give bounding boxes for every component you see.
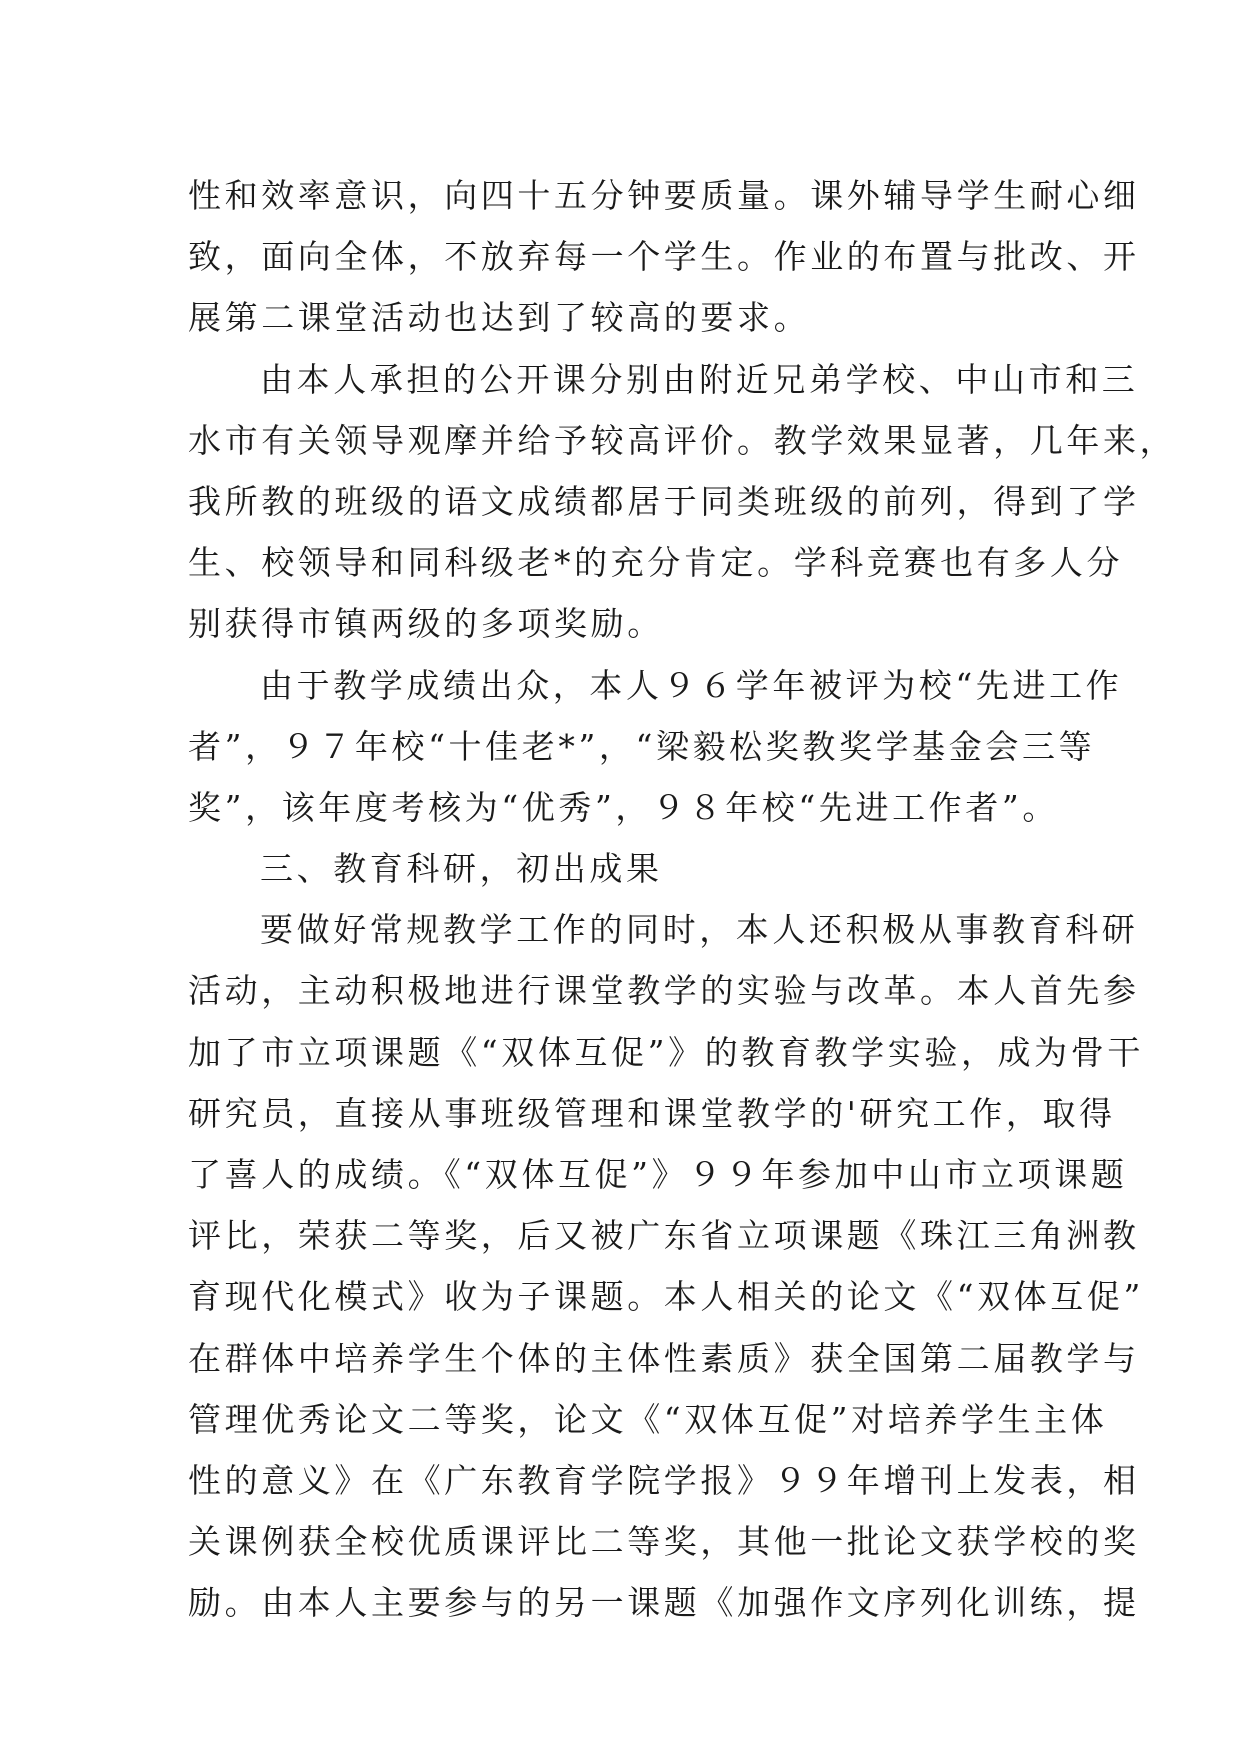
paragraph-start-line: 由于教学成绩出众，本人９６学年被评为校“先进工作 [260, 665, 1123, 705]
section-heading: 三、教育科研，初出成果 [260, 849, 663, 889]
document-body [188, 165, 1177, 1634]
text-line: 研究员，直接从事班级管理和课堂教学的'研究工作，取得 [188, 1093, 1116, 1133]
text-line: 别获得市镇两级的多项奖励。 [188, 604, 664, 644]
paragraph-start-line: 要做好常规教学工作的同时，本人还积极从事教育科研 [260, 910, 1139, 950]
text-line: 在群体中培养学生个体的主体性素质》获全国第二届教学与 [188, 1338, 1140, 1378]
text-line: 关课例获全校优质课评比二等奖，其他一批论文获学校的奖 [188, 1522, 1140, 1562]
text-line: 水市有关领导观摩并给予较高评价。教学效果显著，几年来， [188, 420, 1177, 460]
text-line: 了喜人的成绩。《“双体互促”》９９年参加中山市立项课题 [188, 1155, 1128, 1194]
text-line: 励。由本人主要参与的另一课题《加强作文序列化训练，提 [188, 1583, 1140, 1623]
text-line: 评比，荣获二等奖，后又被广东省立项课题《珠江三角洲教 [188, 1216, 1140, 1256]
text-line: 性的意义》在《广东教育学院学报》９９年增刊上发表，相 [188, 1460, 1140, 1500]
text-line: 展第二课堂活动也达到了较高的要求。 [188, 298, 811, 338]
text-line: 生、校领导和同科级老*的充分肯定。学科竞赛也有多人分 [188, 543, 1124, 583]
text-line: 活动，主动积极地进行课堂教学的实验与改革。本人首先参 [188, 971, 1140, 1011]
text-line: 育现代化模式》收为子课题。本人相关的论文《“双体互促” [188, 1277, 1144, 1317]
text-line: 致，面向全体，不放弃每一个学生。作业的布置与批改、开 [188, 237, 1140, 277]
text-line: 性和效率意识，向四十五分钟要质量。课外辅导学生耐心细 [188, 176, 1140, 215]
text-line: 奖”，该年度考核为“优秀”，９８年校“先进工作者”。 [188, 787, 1059, 827]
text-line: 者”，９７年校“十佳老*”，“梁毅松奖教奖学基金会三等 [188, 726, 1096, 766]
text-line: 加了市立项课题《“双体互促”》的教育教学实验，成为骨干 [188, 1032, 1144, 1072]
text-line: 我所教的班级的语文成绩都居于同类班级的前列，得到了学 [188, 481, 1140, 521]
text-line: 管理优秀论文二等奖，论文《“双体互促”对培养学生主体 [188, 1399, 1108, 1439]
paragraph-start-line: 由本人承担的公开课分别由附近兄弟学校、中山市和三 [260, 359, 1139, 399]
